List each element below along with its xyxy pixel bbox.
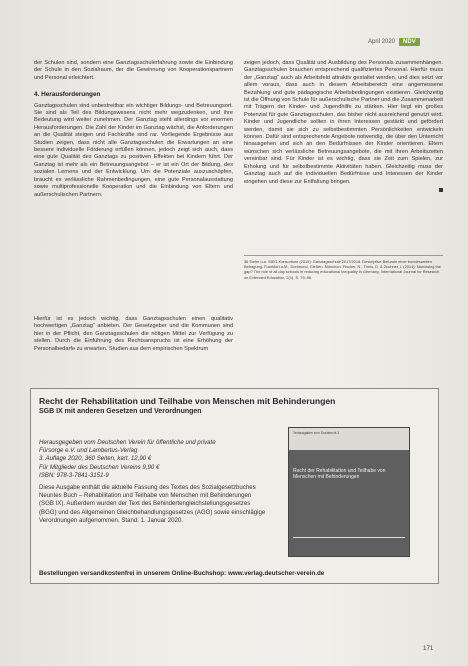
ad-title: Recht der Rehabilitation und Teilhabe von Menschen mit Behinderungen: [39, 396, 336, 406]
footnote-text: 36 Siehe u.a. StEG-Konsortium (2019): Ganztagsschule 2017/2018. Deskriptive Befunde einer bundesweiten Befragung. Frankfurt a.M., Dortmund, Gießen, München. Fischer, N., Theis, D. & Züchner, I. (2014): Narrowing the gap? The role of all-day schools in reducing educational inequality in Germany. International Journal for Research on Extended Education, 2(1), S. 79–96.: [244, 259, 441, 280]
ad-body: [39, 439, 267, 525]
section-heading: 4. Herausforderungen: [34, 91, 101, 99]
left-column: [34, 60, 233, 199]
book-cover-title: Recht der Rehabilitation und Teilhabe von Menschen mit Behinderungen: [293, 468, 386, 481]
page-header: [368, 36, 420, 47]
journal-badge: NDV: [399, 38, 420, 46]
left-body-paragraph: Ganztagsschulen sind unbestreitbar ein wichtiger Bildungs- und Betreuungsort. Sie sind als Teil des Bildungswesens nicht mehr wegzudenken, und ihre Bedeutung wird weiter zunehmen. Der Ganztag steht allerdings vor enormen Herausforderungen. Die Zahl der Kinder im Ganztag wächst, die Anforderungen an die Qualität steigen und Fachkräfte sind rar. Vorliegende Ergebnisse aus Studien zeigen, dass nicht alle Ganztagsschulen die Erwartungen an eine bessere individuelle Förderung erfüllen können, jedoch zeigt sich auch, dass eine gute Qualität des Ganztags zu positiven Effekten bei Kindern führt. Der Ganztag ist mehr als ein Betreuungsangebot – er ist ein Ort der Bildung, des sozialen Lernens und der Entwicklung. Um die Potenziale auszuschöpfen, braucht es verlässliche Rahmenbedingungen, eine gute Personalausstattung sowie multiprofessionelle Kooperation und die Einbindung von Eltern und außerschulischen Partnern.: [34, 102, 233, 198]
ad-publisher-line-1: Herausgegeben vom Deutschen Verein für öffentliche und private: [39, 439, 216, 446]
book-series-label: Textausgaben zum Sozialrecht 3: [289, 428, 409, 450]
right-column: [244, 60, 443, 192]
ad-member-price: Für Mitglieder des Deutschen Vereins 9,90 €: [39, 463, 160, 471]
lower-left-text: Hierfür ist es jedoch wichtig, dass Ganztagsschulen einen qualitativ hochwertigen „Ganztag“ anbieten. Der Gesetzgeber und die Kommunen sind hier in der Pflicht, den Ganztagsschulen die nötigen Mittel zur Verfügung zu stellen. Durch die Einführung des Rechtsanspruchs ist eine Erhöhung der Personalbedarfe zu erwarten. Studien aus dem empirischen Spektrum: [34, 316, 233, 352]
ad-order-link[interactable]: Bestellungen versandkostenfrei in unserem Online-Buchshop: www.verlag.deutscher-verein.de: [39, 570, 325, 577]
footnotes: [244, 255, 443, 280]
right-body-paragraph: zeigen jedoch, dass Qualität und Ausbildung des Personals zusammenhängen. Ganztagsschulen brauchen entsprechend qualifiziertes Personal. Hierfür muss der „Ganztag“ auch als Arbeitsfeld attraktiv gestaltet werden, und dies setzt vor allem voraus, dass auch in diesem Arbeitsbereich eine angemessene Bezahlung und gute pädagogische Arbeitsbedingungen existieren. Gleichzeitig ist die Öffnung von Schule für außerschulische Partner und die Zusammenarbeit mit Trägern der Kinder- und Jugendhilfe zu stärken. Hier liegt ein großes Potenzial für gute Ganztagsschulen, das bisher nicht ausreichend genutzt wird. Kinder und Jugendliche sollten in ihren Interessen gestärkt und gefördert werden, damit sie sich zu selbstbestimmten Persönlichkeiten entwickeln können. Dafür sind entsprechende Angebote notwendig, die über den Unterricht hinausgehen und sich an den Bedürfnissen der Kinder orientieren. Eltern wünschen sich verlässliche Betreuungsangebote, die mit ihren Arbeitszeiten vereinbar sind. Für Kinder ist es wichtig, dass sie Zeit zum Spielen, zur Erholung und für selbstbestimmte Aktivitäten haben. Gleichzeitig muss der Ganztag auch auf die individuellen Bedürfnisse und Interessen der Kinder eingehen und diese zur Entfaltung bringen.: [244, 60, 443, 185]
page-number: 171: [423, 645, 434, 652]
issue-date: April 2020: [368, 38, 396, 45]
end-of-article-marker: [439, 188, 443, 192]
left-intro-paragraph: der Schulen sind, sondern eine Ganztagsschulerfahrung sowie die Einbindung der Schule in den Sozialraum, der die Gewinnung von Kooperationspartnern und Personal erleichtert.: [34, 60, 233, 81]
ad-subtitle: SGB IX mit anderen Gesetzen und Verordnungen: [39, 408, 202, 415]
ad-isbn: ISBN: 978-3-7841-3151-9: [39, 471, 109, 479]
book-cover-image: [288, 427, 410, 557]
book-cover-stripe: [293, 537, 405, 538]
lower-left-paragraph: [34, 316, 233, 353]
ad-publisher-line-2: Fürsorge e.V. und Lambertus-Verlag: [39, 447, 138, 455]
ad-description: Diese Ausgabe enthält die aktuelle Fassung des Textes des Sozialgesetzbuches Neuntes Buch – Rehabilitation und Teilhabe von Menschen mit Behinderungen (SGB IX). Außerdem wurden der Text des Behindertengleichstellungsgesetzes (BGG) und des Allgemeinen Gleichbehandlungsgesetzes (AGG) sowie einschlägige Verordnungen aufgenommen. Stand: 1. Januar 2020.: [39, 484, 266, 524]
book-advertisement: [30, 388, 439, 584]
ad-edition: 3. Auflage 2020, 360 Seiten, kart. 12,90 €: [39, 455, 152, 463]
